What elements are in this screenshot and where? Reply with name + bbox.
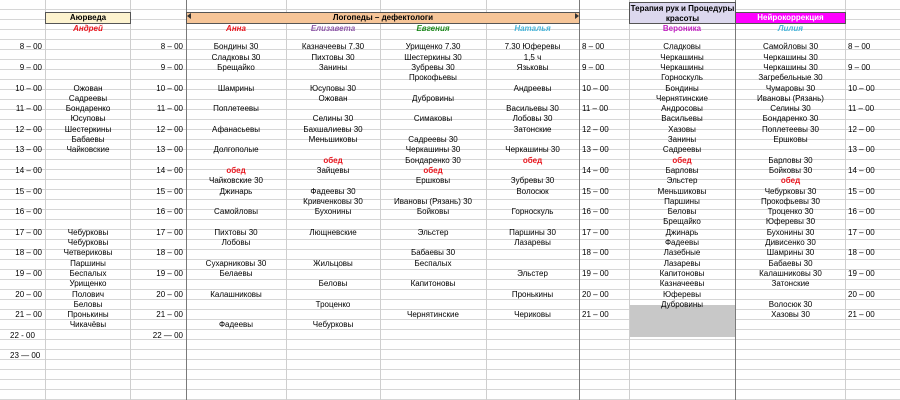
appointment-cell[interactable]: Хазовы 30 [771, 310, 810, 320]
time-label[interactable]: 18 – 00 [156, 248, 183, 258]
appointment-cell[interactable]: Садреевы [68, 93, 108, 103]
appointment-cell[interactable]: Джинарь [665, 227, 699, 237]
appointment-cell[interactable]: Лобовы [221, 238, 251, 247]
time-label[interactable]: 11 – 00 [15, 104, 42, 114]
appointment-cell[interactable]: Беловы [318, 279, 348, 289]
time-label[interactable]: 14 – 00 [156, 165, 183, 175]
time-label[interactable]: 12 – 00 [582, 124, 609, 134]
appointment-cell[interactable]: Жильцовы [313, 258, 353, 268]
speech-therapists-header-label: Логопеды – дефектологи [332, 13, 434, 22]
appointment-cell[interactable]: Пихтовы 30 [214, 227, 258, 237]
appointment-cell[interactable]: Фадеевы [664, 238, 700, 247]
appointment-cell[interactable]: Эльстер [517, 268, 548, 278]
time-label[interactable]: 17 – 00 [156, 227, 183, 237]
appointment-cell[interactable]: Барловы [665, 165, 699, 175]
time-label[interactable]: 17 – 00 [582, 227, 609, 237]
appointment-cell[interactable]: Урищенко [69, 279, 107, 289]
appointment-cell[interactable]: Меньшиковы [308, 135, 358, 144]
appointment-cell[interactable]: Чебурковы [67, 238, 109, 247]
appointment-cell[interactable]: Лазаревы [514, 238, 551, 247]
time-label[interactable]: 12 – 00 [156, 124, 183, 134]
appointment-cell[interactable]: Калашниковы [210, 289, 262, 299]
appointment-cell[interactable]: Бондаренко 30 [762, 114, 819, 124]
time-label[interactable]: 11 – 00 [848, 104, 875, 114]
appointment-cell[interactable]: Зубревы 30 [411, 62, 455, 72]
ayurveda-header-label: Аюрведа [69, 13, 107, 22]
appointment-cell[interactable]: Садреевы 30 [408, 135, 458, 144]
appointment-cell[interactable]: Капитоновы [659, 268, 705, 278]
time-label[interactable]: 9 – 00 [160, 62, 183, 72]
time-label[interactable]: 12 – 00 [15, 124, 42, 134]
time-label[interactable]: 8 – 00 [582, 42, 605, 52]
specialist-anna[interactable]: Анна [226, 24, 246, 33]
appointment-cell[interactable]: Юсуповы [70, 114, 106, 124]
blocked-cells [630, 305, 735, 337]
appointment-cell[interactable]: Казначеевы [659, 279, 705, 289]
appointment-cell[interactable]: Юферевы [662, 289, 701, 299]
time-label[interactable]: 8 – 00 [848, 42, 871, 52]
appointment-cell[interactable]: Занины [667, 135, 697, 144]
appointment-cell[interactable]: Долгополые [213, 145, 259, 155]
appointment-cell[interactable]: Черкашины 30 [763, 52, 818, 62]
appointment-cell[interactable]: Черкашины [660, 52, 704, 62]
appointment-cell[interactable]: Пихтовы 30 [311, 52, 355, 62]
appointment-cell[interactable]: Чебурковы [67, 227, 109, 237]
appointment-cell[interactable]: Васильевы 30 [506, 104, 559, 114]
appointment-cell[interactable]: Беспалых [414, 258, 452, 268]
appointment-cell[interactable]: Полович [71, 289, 105, 299]
appointment-cell[interactable]: Шестеркины [64, 124, 112, 134]
specialist-elizaveta[interactable]: Елизавета [310, 24, 356, 33]
appointment-cell[interactable]: Лазебные [663, 248, 701, 258]
appointment-cell[interactable]: Казначеевы 7.30 [301, 42, 365, 52]
appointment-cell[interactable]: Пронькины [511, 289, 554, 299]
appointment-cell[interactable]: Ивановы (Рязань) 30 [393, 196, 472, 206]
appointment-cell[interactable]: Пронькины [67, 310, 109, 320]
appointment-cell[interactable]: Дубровины [660, 299, 704, 309]
time-label[interactable]: 19 – 00 [15, 268, 42, 278]
time-label[interactable]: 13 – 00 [582, 145, 609, 155]
time-label[interactable]: 11 – 00 [156, 104, 183, 114]
appointment-cell[interactable]: Юсуповы 30 [310, 83, 356, 93]
appointment-cell[interactable]: Андросовы [661, 104, 703, 114]
appointment-cell[interactable]: Ивановы (Рязань) [757, 93, 824, 103]
column-divider [45, 0, 46, 400]
appointment-cell[interactable]: 7.30 Юферевы [504, 42, 561, 52]
appointment-cell[interactable]: Бондины 30 [213, 42, 259, 52]
appointment-cell[interactable]: Хазовы [668, 124, 696, 134]
time-label[interactable]: 8 – 00 [19, 42, 42, 52]
appointment-cell[interactable]: Капитоновы [410, 279, 456, 289]
appointment-cell[interactable]: Дубровины [411, 93, 455, 103]
time-label[interactable]: 15 – 00 [156, 186, 183, 196]
appointment-cell[interactable]: Селины 30 [770, 104, 811, 114]
time-label[interactable]: 20 – 00 [582, 289, 609, 299]
time-label[interactable]: 10 – 00 [582, 83, 609, 93]
appointment-cell[interactable]: Бондины [665, 83, 699, 93]
appointment-cell[interactable]: Беловы [73, 299, 103, 309]
time-label[interactable]: 13 – 00 [156, 145, 183, 155]
appointment-cell[interactable]: Афанасьевы [212, 124, 260, 134]
time-label[interactable]: 9 – 00 [848, 62, 871, 72]
appointment-cell[interactable]: Шестеркины 30 [404, 52, 462, 62]
appointment-cell[interactable]: Бойковы [416, 207, 450, 217]
time-label[interactable]: 10 – 00 [848, 83, 875, 93]
appointment-cell[interactable]: Горноскуль [511, 207, 554, 217]
appointment-cell[interactable]: Беловы [667, 207, 697, 217]
appointment-cell[interactable]: Меньшиковы [657, 186, 707, 196]
appointment-cell[interactable]: Барловы 30 [768, 155, 813, 165]
appointment-cell[interactable]: Андреевы [513, 83, 552, 93]
time-label[interactable]: 21 – 00 [848, 310, 875, 320]
specialist-veronika[interactable]: Вероника [662, 24, 702, 33]
grid-row [0, 320, 900, 330]
appointment-cell[interactable]: Паршины [70, 258, 106, 268]
appointment-cell[interactable]: Занины [318, 62, 348, 72]
appointment-cell[interactable]: Четвериковы [63, 248, 113, 258]
appointment-cell[interactable]: Ершковы [415, 176, 451, 186]
appointment-cell[interactable]: Паршины 30 [509, 227, 556, 237]
appointment-cell[interactable]: Калашниковы 30 [759, 268, 822, 278]
time-label[interactable]: 16 – 00 [15, 207, 42, 217]
lunch-cell[interactable]: обед [226, 165, 246, 175]
time-label[interactable]: 18 – 00 [15, 248, 42, 258]
appointment-cell[interactable]: Прокофьевы 30 [760, 196, 820, 206]
time-label[interactable]: 17 – 00 [15, 227, 42, 237]
lunch-cell[interactable]: обед [522, 155, 543, 165]
appointment-cell[interactable]: Самойловы 30 [762, 42, 819, 52]
appointment-cell[interactable]: Лазаревы [663, 258, 701, 268]
specialist-natalia[interactable]: Наталья [514, 24, 551, 33]
appointment-cell[interactable]: Садреевы [662, 145, 702, 155]
appointment-cell[interactable]: Бухонины 30 [766, 227, 815, 237]
appointment-cell[interactable]: Ожован [73, 83, 103, 93]
appointment-cell[interactable]: Ожован [318, 93, 348, 103]
appointment-cell[interactable]: Затонские [513, 124, 552, 134]
appointment-cell[interactable]: Черкашины 30 [405, 145, 461, 155]
time-label[interactable]: 14 – 00 [848, 165, 875, 175]
appointment-cell[interactable]: Ершковы [773, 135, 808, 144]
time-label[interactable]: 18 – 00 [582, 248, 609, 258]
appointment-cell[interactable]: Брещайко [663, 217, 701, 227]
time-label[interactable]: 20 – 00 [156, 289, 183, 299]
appointment-cell[interactable]: Поплетеевы [213, 104, 259, 114]
appointment-cell[interactable]: Бабаевы 30 [768, 258, 813, 268]
appointment-cell[interactable]: Кривченковы 30 [303, 196, 363, 206]
appointment-cell[interactable]: Лющневские [309, 227, 357, 237]
appointment-cell[interactable]: Самойловы [214, 207, 258, 217]
appointment-cell[interactable]: Шамрины [217, 83, 255, 93]
neurocorrection-header[interactable] [735, 12, 846, 24]
time-label[interactable]: 14 – 00 [582, 165, 609, 175]
appointment-cell[interactable]: Волосюк 30 [768, 299, 813, 309]
time-label[interactable]: 18 – 00 [848, 248, 875, 258]
grid-row [0, 380, 900, 390]
appointment-cell[interactable]: Черкашины 30 [505, 145, 560, 155]
appointment-cell[interactable]: Загребельные 30 [758, 73, 823, 83]
lunch-cell[interactable]: обед [672, 155, 692, 165]
appointment-cell[interactable]: Эльстер [666, 176, 698, 186]
lunch-cell[interactable]: обед [780, 176, 801, 186]
appointment-cell[interactable]: Чернятинские [407, 310, 459, 320]
appointment-cell[interactable]: Васильевы [661, 114, 703, 124]
appointment-cell[interactable]: Поплетеевы 30 [762, 124, 819, 134]
appointment-cell[interactable]: Чериковы [514, 310, 551, 320]
time-label[interactable]: 13 – 00 [848, 145, 875, 155]
appointment-cell[interactable]: Селины 30 [312, 114, 354, 124]
scroll-right-arrow[interactable] [575, 13, 579, 19]
appointment-cell[interactable]: Троценко [315, 299, 351, 309]
appointment-cell[interactable]: Фадеевы 30 [310, 186, 356, 196]
appointment-cell[interactable]: Лобовы 30 [512, 114, 553, 124]
appointment-cell[interactable]: Затонские [771, 279, 810, 289]
appointment-cell[interactable]: Джинарь [219, 186, 253, 196]
appointment-cell[interactable]: Сладковы 30 [211, 52, 261, 62]
appointment-cell[interactable]: Беспалых [69, 268, 107, 278]
specialist-lilia[interactable]: Лилия [778, 24, 803, 33]
time-label[interactable]: 11 – 00 [582, 104, 609, 114]
appointment-cell[interactable]: Бондаренко 30 [405, 155, 461, 165]
time-label[interactable]: 20 – 00 [15, 289, 42, 299]
scroll-left-arrow[interactable] [187, 13, 191, 19]
appointment-cell[interactable]: Горноскуль [661, 73, 703, 83]
appointment-cell[interactable]: Бойковы 30 [768, 165, 813, 175]
appointment-cell[interactable]: Язьковы [516, 62, 549, 72]
hand-therapy-header-label: Терапия рук и Процедуры красоты [630, 4, 735, 23]
time-label[interactable]: 12 – 00 [848, 124, 875, 134]
time-label[interactable]: 21 – 00 [15, 310, 42, 320]
appointment-cell[interactable]: Чернятинские [656, 93, 708, 103]
time-label[interactable]: 23 — 00 [10, 351, 41, 361]
grid-row [0, 370, 900, 380]
appointment-cell[interactable]: Дивисенко 30 [765, 238, 816, 247]
time-label[interactable]: 10 – 00 [15, 83, 42, 93]
specialist-evgenia[interactable]: Евгения [416, 24, 450, 33]
appointment-cell[interactable]: Бухонины [314, 207, 352, 217]
time-label[interactable]: 21 – 00 [156, 310, 183, 320]
time-label[interactable]: 13 – 00 [15, 145, 42, 155]
appointment-cell[interactable]: Черкашины [660, 62, 704, 72]
time-label[interactable]: 17 – 00 [848, 227, 875, 237]
appointment-cell[interactable]: Симаковы [413, 114, 453, 124]
grid-row [0, 390, 900, 400]
appointment-cell[interactable]: Чайковские [66, 145, 110, 155]
grid-row [0, 360, 900, 370]
time-label[interactable]: 14 – 00 [15, 165, 42, 175]
time-label[interactable]: 19 – 00 [582, 268, 609, 278]
appointment-cell[interactable]: 1,5 ч [523, 52, 542, 62]
appointment-cell[interactable]: Чебурковы [312, 320, 354, 330]
time-label[interactable]: 19 – 00 [156, 268, 183, 278]
time-label[interactable]: 15 – 00 [582, 186, 609, 196]
appointment-cell[interactable]: Бабаевы 30 [410, 248, 456, 258]
hand-therapy-header[interactable] [629, 2, 736, 24]
appointment-cell[interactable]: Зубревы 30 [510, 176, 555, 186]
appointment-cell[interactable]: Паршины [664, 196, 700, 206]
grid-row [0, 340, 900, 350]
time-label[interactable]: 19 – 00 [848, 268, 875, 278]
appointment-cell[interactable]: Прокофьевы [409, 73, 457, 83]
time-label[interactable]: 10 – 00 [156, 83, 183, 93]
neurocorrection-header-label: Нейрокоррекция [757, 13, 824, 22]
appointment-cell[interactable]: Белаевы [219, 268, 253, 278]
appointment-cell[interactable]: Шамрины 30 [766, 248, 815, 258]
time-label[interactable]: 22 — 00 [152, 330, 183, 340]
time-label[interactable]: 22 - 00 [10, 330, 35, 340]
ayurveda-header[interactable] [45, 12, 131, 24]
time-label[interactable]: 16 – 00 [582, 207, 609, 217]
time-label[interactable]: 8 – 00 [160, 42, 183, 52]
appointment-cell[interactable]: Черкашины 30 [763, 62, 818, 72]
appointment-cell[interactable]: Юферевы 30 [765, 217, 816, 227]
appointment-cell[interactable]: Троценко 30 [767, 207, 814, 217]
specialist-andrey[interactable]: Андрей [73, 24, 103, 33]
appointment-cell[interactable]: Сухарниковы 30 [205, 258, 267, 268]
lunch-cell[interactable]: обед [423, 165, 443, 175]
time-label[interactable]: 15 – 00 [15, 186, 42, 196]
time-label[interactable]: 9 – 00 [582, 62, 605, 72]
appointment-cell[interactable]: Бабаевы [71, 135, 105, 144]
time-label[interactable]: 20 – 00 [848, 289, 875, 299]
appointment-cell[interactable]: Фадеевы [218, 320, 254, 330]
appointment-cell[interactable]: Чикачёвы [69, 320, 107, 330]
grid-row [0, 0, 900, 10]
column-divider [579, 0, 580, 400]
lunch-cell[interactable]: обед [323, 155, 343, 165]
appointment-cell[interactable]: Эльстер [417, 227, 449, 237]
appointment-cell[interactable]: Брещайко [217, 62, 255, 72]
appointment-cell[interactable]: Чайковские 30 [209, 176, 263, 186]
time-label[interactable]: 15 – 00 [848, 186, 875, 196]
appointment-cell[interactable]: Бондаренко [65, 104, 111, 114]
appointment-cell[interactable]: Волосюк [516, 186, 549, 196]
appointment-cell[interactable]: Чумаровы 30 [765, 83, 816, 93]
time-label[interactable]: 16 – 00 [156, 207, 183, 217]
time-label[interactable]: 16 – 00 [848, 207, 875, 217]
time-label[interactable]: 9 – 00 [19, 62, 42, 72]
appointment-cell[interactable]: Бахшалиевы 30 [303, 124, 363, 134]
appointment-cell[interactable]: Чебурковы 30 [764, 186, 817, 196]
speech-therapists-header[interactable] [186, 12, 580, 24]
grid-row [0, 350, 900, 360]
appointment-cell[interactable]: Сладковы [663, 42, 701, 52]
appointment-cell[interactable]: Урищенко 7.30 [405, 42, 461, 52]
time-label[interactable]: 21 – 00 [582, 310, 609, 320]
appointment-cell[interactable]: Зайцевы [316, 165, 350, 175]
